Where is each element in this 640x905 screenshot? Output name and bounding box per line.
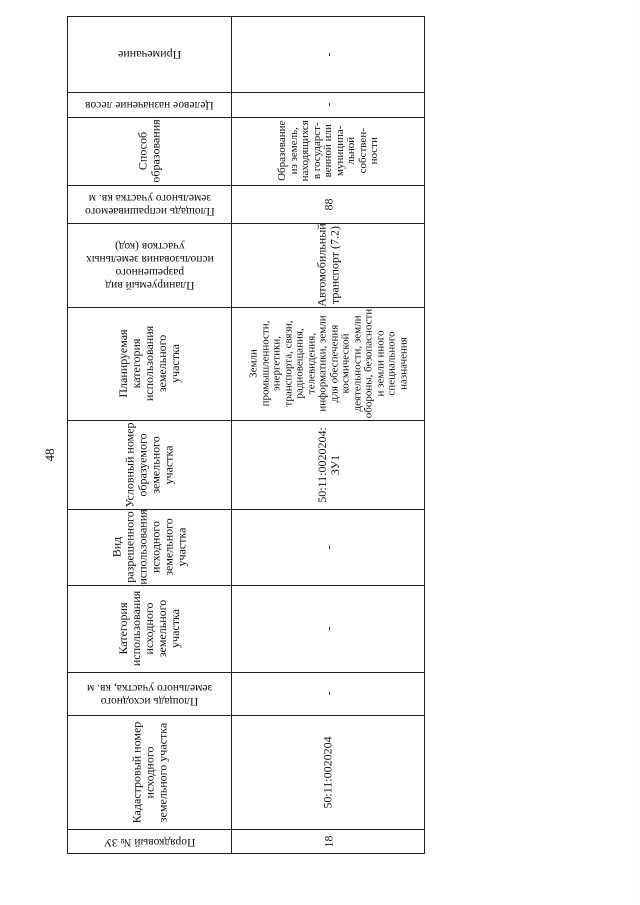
cell-source-area bbox=[231, 672, 426, 715]
header-forest-purpose-text: Целевое назначение лесов bbox=[85, 99, 214, 111]
scan-edge-artifact bbox=[635, 0, 636, 905]
cell-requested-area bbox=[231, 185, 426, 223]
cell-forest-purpose-text: - bbox=[321, 102, 335, 107]
cell-order-no bbox=[231, 829, 426, 853]
cell-source-permitted-use-text: - bbox=[321, 545, 335, 549]
cell-planned-category-text: Земли промышленности, энергетики, транспорта, связи, радиовещания, телевидения, информатики, земли для обеспечения космической деятельности, земли обороны, безопасности и земли иного специального назначения bbox=[246, 308, 409, 419]
cell-source-category-text: - bbox=[321, 626, 335, 631]
header-source-permitted-use bbox=[68, 509, 231, 585]
cell-planned-permitted-use-text: Автомобильный транспорт (7.2) bbox=[314, 223, 342, 307]
cell-note-text: - bbox=[321, 52, 335, 57]
header-requested-area bbox=[68, 185, 231, 223]
header-source-permitted-use-text: Вид разрешенного использования исходного земельного участка bbox=[109, 509, 189, 585]
cell-note bbox=[231, 17, 426, 92]
land-plot-table bbox=[67, 16, 425, 854]
header-note bbox=[68, 17, 231, 92]
header-conditional-no bbox=[68, 420, 231, 509]
page-number: 48 bbox=[42, 448, 57, 462]
cell-formation-method bbox=[231, 117, 426, 185]
header-formation-method bbox=[68, 117, 231, 185]
cell-conditional-no-text: 50:11:0020204: ЗУ1 bbox=[314, 426, 342, 503]
cell-source-permitted-use bbox=[231, 509, 426, 585]
cell-cadastral-no bbox=[231, 715, 426, 829]
cell-source-category bbox=[231, 585, 426, 672]
header-source-category bbox=[68, 585, 231, 672]
header-formation-method-text: Способ образования bbox=[135, 119, 163, 183]
header-note-text: Примечание bbox=[117, 48, 182, 62]
header-source-area bbox=[68, 672, 231, 715]
header-forest-purpose bbox=[68, 92, 231, 117]
header-planned-category-text: Планируемая категория использования земельного участка bbox=[116, 325, 182, 402]
header-order-no bbox=[68, 829, 231, 853]
header-source-area-text: Площадь исходного земельного участка, кв. м bbox=[86, 681, 213, 707]
header-planned-permitted-use-text: Планируемый вид разрешенного использования земельных участков (код) bbox=[85, 240, 214, 291]
header-order-no-text: Порядковый № ЗУ bbox=[103, 835, 196, 848]
header-source-category-text: Категория использования исходного земельного участка bbox=[116, 590, 182, 667]
header-conditional-no-text: Условный номер образуемого земельного участка bbox=[122, 421, 176, 508]
cell-cadastral-no-text: 50:11:0020204 bbox=[320, 735, 335, 809]
header-requested-area-text: Площадь испрашиваемого земельного участка кв. м bbox=[84, 192, 215, 217]
header-planned-permitted-use bbox=[68, 223, 231, 307]
cell-planned-category bbox=[231, 307, 426, 420]
cell-order-no-text: 18 bbox=[321, 835, 335, 847]
cell-requested-area-text: 88 bbox=[321, 198, 335, 210]
header-planned-category bbox=[68, 307, 231, 420]
cell-source-area-text: - bbox=[321, 691, 335, 696]
cell-formation-method-text: Образование из земель, находящихся в государст- венной или муниципа- льной собствен- ности bbox=[275, 120, 380, 182]
cell-conditional-no bbox=[231, 420, 426, 509]
cell-planned-permitted-use bbox=[231, 223, 426, 307]
header-cadastral-no bbox=[68, 715, 231, 829]
header-cadastral-no-text: Кадастровый номер исходного земельного участка bbox=[129, 721, 169, 823]
cell-forest-purpose bbox=[231, 92, 426, 117]
